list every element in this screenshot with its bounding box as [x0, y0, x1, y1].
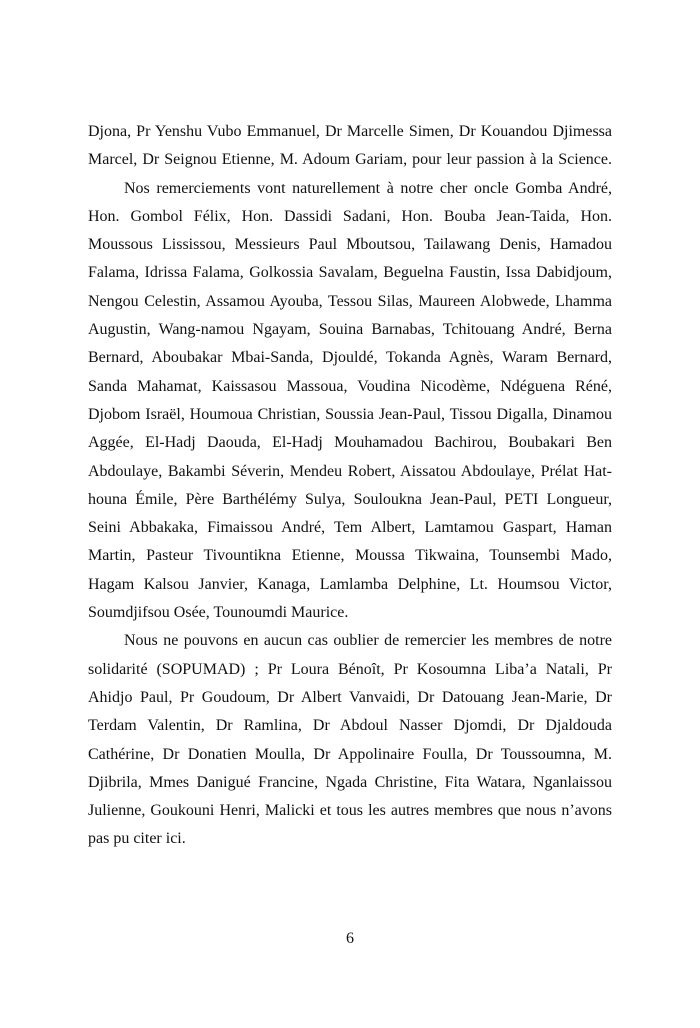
text-line: Augustin, Wang-namou Ngayam, Souina Barnabas, Tchitouang André, Berna: [88, 321, 612, 339]
text-line: Soumdjifsou Osée, Tounoumdi Maurice.: [88, 604, 349, 622]
text-line: Marcel, Dr Seignou Etienne, M. Adoum Gariam, pour leur passion à la Science.: [88, 151, 612, 169]
text-line: Hagam Kalsou Janvier, Kanaga, Lamlamba Delphine, Lt. Houmsou Victor,: [88, 575, 612, 593]
text-line: Falama, Idrissa Falama, Golkossia Savalam, Beguelna Faustin, Issa Dabidjoum,: [88, 264, 612, 282]
text-line: Julienne, Goukouni Henri, Malicki et tous les autres membres que nous n’avons: [88, 802, 612, 820]
text-line: Terdam Valentin, Dr Ramlina, Dr Abdoul Nasser Djomdi, Dr Djaldouda: [88, 717, 612, 735]
text-line: Nous ne pouvons en aucun cas oublier de remercier les membres de notre: [124, 632, 612, 650]
paragraph: [88, 627, 612, 853]
text-line: Nos remerciements vont naturellement à notre cher oncle Gomba André,: [124, 179, 612, 197]
paragraph: [88, 118, 612, 175]
text-line: Cathérine, Dr Donatien Moulla, Dr Appolinaire Foulla, Dr Toussoumna, M.: [88, 745, 612, 763]
text-line: Aggée, El-Hadj Daouda, El-Hadj Mouhamadou Bachirou, Boubakari Ben: [88, 434, 612, 452]
text-line: Sanda Mahamat, Kaissasou Massoua, Voudina Nicodème, Ndéguena Réné,: [88, 377, 612, 395]
text-line: Nengou Celestin, Assamou Ayouba, Tessou Silas, Maureen Alobwede, Lhamma: [88, 292, 612, 310]
text-line: Djibrila, Mmes Danigué Francine, Ngada Christine, Fita Watara, Nganlaissou: [88, 773, 612, 791]
page-body: [88, 118, 612, 854]
text-line: Djobom Israël, Houmoua Christian, Soussia Jean-Paul, Tissou Digalla, Dinamou: [88, 405, 612, 423]
text-line: pas pu citer ici.: [88, 830, 186, 848]
page-number: 6: [346, 930, 354, 947]
text-line: Abdoulaye, Bakambi Séverin, Mendeu Robert, Aissatou Abdoulaye, Prélat Hat-: [88, 462, 612, 480]
text-line: Bernard, Aboubakar Mbai-Sanda, Djouldé, Tokanda Agnès, Waram Bernard,: [88, 349, 612, 367]
text-line: Djona, Pr Yenshu Vubo Emmanuel, Dr Marcelle Simen, Dr Kouandou Djimessa: [88, 123, 612, 140]
text-line: solidarité (SOPUMAD) ; Pr Loura Bénoît, Pr Kosoumna Liba’a Natali, Pr: [88, 660, 612, 678]
paragraph: [88, 175, 612, 628]
text-line: Martin, Pasteur Tivountikna Etienne, Moussa Tikwaina, Tounsembi Mado,: [88, 547, 612, 565]
text-line: Hon. Gombol Félix, Hon. Dassidi Sadani, Hon. Bouba Jean-Taida, Hon.: [88, 207, 612, 225]
text-line: houna Émile, Père Barthélémy Sulya, Souloukna Jean-Paul, PETI Longueur,: [88, 490, 612, 508]
text-line: Seini Abbakaka, Fimaissou André, Tem Albert, Lamtamou Gaspart, Haman: [88, 519, 612, 537]
text-line: Moussous Lississou, Messieurs Paul Mboutsou, Tailawang Denis, Hamadou: [88, 236, 612, 254]
text-line: Ahidjo Paul, Pr Goudoum, Dr Albert Vanvaidi, Dr Datouang Jean-Marie, Dr: [88, 688, 612, 706]
